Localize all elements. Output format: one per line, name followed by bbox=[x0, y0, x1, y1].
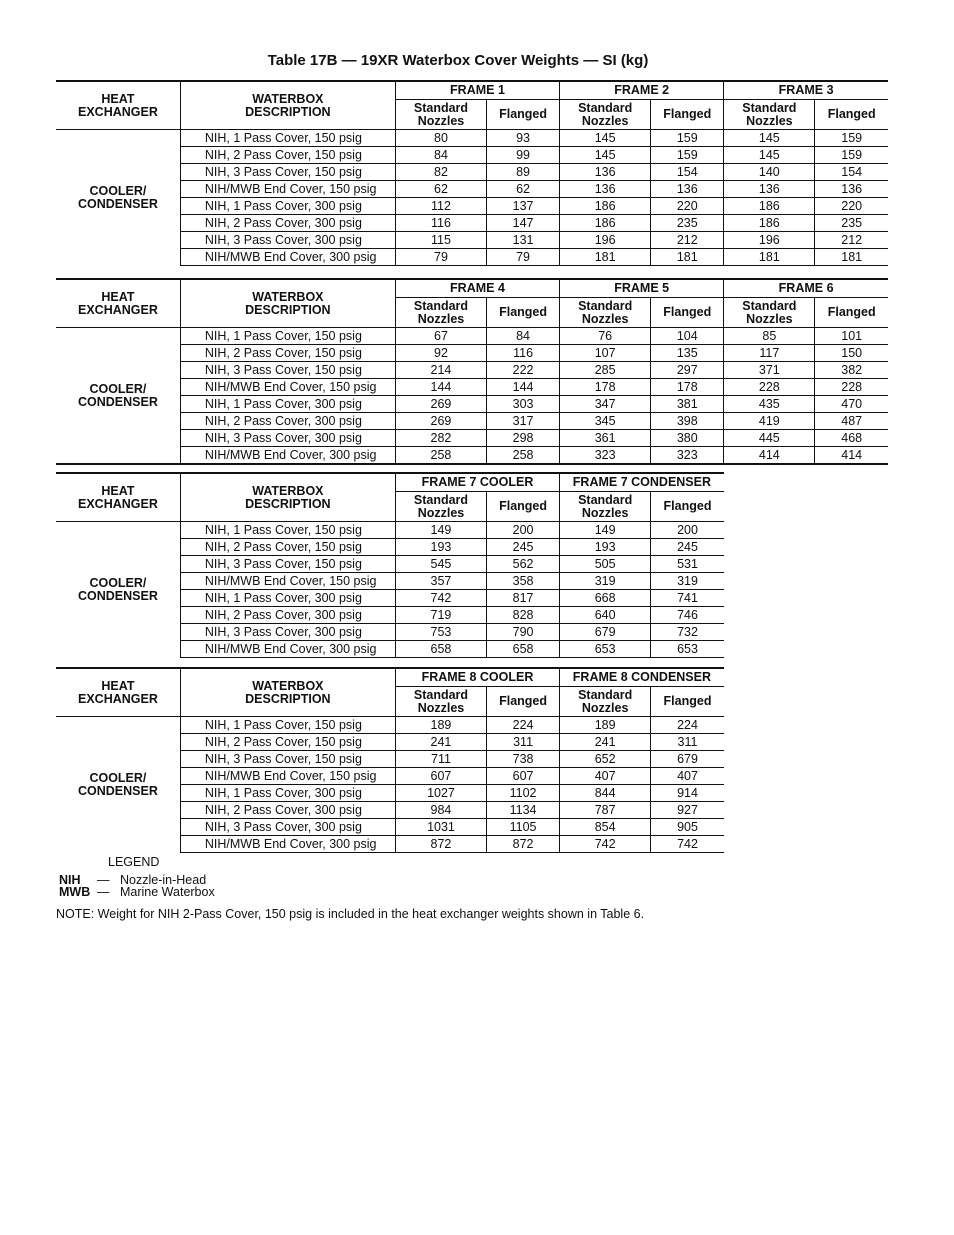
weight-value-cell: 607 bbox=[487, 768, 560, 785]
frame-group-header: FRAME 6 bbox=[724, 279, 888, 298]
weight-value-cell: 311 bbox=[651, 734, 724, 751]
frame-group-header: FRAME 7 CONDENSER bbox=[560, 473, 724, 492]
weight-value-cell: 181 bbox=[724, 249, 815, 266]
waterbox-description-cell: NIH/MWB End Cover, 300 psig bbox=[180, 249, 395, 266]
table-row bbox=[56, 232, 888, 249]
weight-value-cell: 361 bbox=[560, 430, 651, 447]
weight-value-cell: 358 bbox=[487, 573, 560, 590]
waterbox-description-cell: NIH/MWB End Cover, 150 psig bbox=[180, 379, 395, 396]
weight-value-cell: 222 bbox=[487, 362, 560, 379]
weight-value-cell: 62 bbox=[487, 181, 560, 198]
frame-group-header: FRAME 8 CONDENSER bbox=[560, 668, 724, 687]
header-standard-nozzles: Standard Nozzles bbox=[724, 100, 815, 130]
weight-value-cell: 144 bbox=[487, 379, 560, 396]
header-standard-nozzles: Standard Nozzles bbox=[724, 298, 815, 328]
weight-value-cell: 1102 bbox=[487, 785, 560, 802]
weight-value-cell: 82 bbox=[395, 164, 486, 181]
waterbox-description-cell: NIH, 2 Pass Cover, 300 psig bbox=[180, 215, 395, 232]
frame-group-header: FRAME 3 bbox=[724, 81, 888, 100]
weight-value-cell: 200 bbox=[651, 522, 724, 539]
frame-group-header: FRAME 8 COOLER bbox=[395, 668, 559, 687]
weight-value-cell: 101 bbox=[815, 328, 888, 345]
weight-value-cell: 738 bbox=[487, 751, 560, 768]
weight-value-cell: 817 bbox=[487, 590, 560, 607]
weight-value-cell: 668 bbox=[560, 590, 651, 607]
weight-value-cell: 303 bbox=[487, 396, 560, 413]
weight-value-cell: 741 bbox=[651, 590, 724, 607]
weight-value-cell: 1105 bbox=[487, 819, 560, 836]
weight-value-cell: 984 bbox=[395, 802, 486, 819]
waterbox-description-cell: NIH, 1 Pass Cover, 300 psig bbox=[180, 396, 395, 413]
header-flanged: Flanged bbox=[651, 492, 724, 522]
weight-value-cell: 147 bbox=[487, 215, 560, 232]
weight-value-cell: 658 bbox=[395, 641, 486, 658]
weight-value-cell: 905 bbox=[651, 819, 724, 836]
weight-value-cell: 79 bbox=[487, 249, 560, 266]
weight-value-cell: 196 bbox=[560, 232, 651, 249]
weight-value-cell: 85 bbox=[724, 328, 815, 345]
waterbox-description-cell: NIH, 3 Pass Cover, 150 psig bbox=[180, 362, 395, 379]
weight-value-cell: 144 bbox=[395, 379, 486, 396]
weight-value-cell: 131 bbox=[487, 232, 560, 249]
weight-value-cell: 178 bbox=[560, 379, 651, 396]
weight-value-cell: 220 bbox=[815, 198, 888, 215]
weights-table bbox=[56, 667, 724, 853]
weight-value-cell: 282 bbox=[395, 430, 486, 447]
weight-value-cell: 753 bbox=[395, 624, 486, 641]
weight-value-cell: 228 bbox=[724, 379, 815, 396]
waterbox-description-cell: NIH, 3 Pass Cover, 300 psig bbox=[180, 232, 395, 249]
weight-value-cell: 297 bbox=[651, 362, 724, 379]
waterbox-description-cell: NIH, 2 Pass Cover, 150 psig bbox=[180, 345, 395, 362]
weight-value-cell: 872 bbox=[487, 836, 560, 853]
weight-value-cell: 235 bbox=[815, 215, 888, 232]
legend-heading: LEGEND bbox=[108, 855, 160, 869]
waterbox-description-cell: NIH, 2 Pass Cover, 300 psig bbox=[180, 802, 395, 819]
waterbox-description-cell: NIH/MWB End Cover, 300 psig bbox=[180, 836, 395, 853]
waterbox-description-cell: NIH, 2 Pass Cover, 150 psig bbox=[180, 539, 395, 556]
legend-dash: — bbox=[97, 873, 110, 887]
weight-value-cell: 62 bbox=[395, 181, 486, 198]
weight-value-cell: 844 bbox=[560, 785, 651, 802]
weight-value-cell: 145 bbox=[724, 130, 815, 147]
legend-abbr: NIH bbox=[59, 873, 81, 887]
weight-value-cell: 317 bbox=[487, 413, 560, 430]
weight-value-cell: 407 bbox=[560, 768, 651, 785]
legend-meaning: Nozzle-in-Head bbox=[120, 873, 207, 887]
weight-value-cell: 136 bbox=[724, 181, 815, 198]
weight-value-cell: 149 bbox=[395, 522, 486, 539]
weight-value-cell: 419 bbox=[724, 413, 815, 430]
table-row bbox=[56, 147, 888, 164]
weight-value-cell: 145 bbox=[560, 130, 651, 147]
waterbox-description-cell: NIH, 1 Pass Cover, 150 psig bbox=[180, 522, 395, 539]
table-row bbox=[56, 328, 888, 345]
weight-value-cell: 1031 bbox=[395, 819, 486, 836]
header-flanged: Flanged bbox=[651, 100, 724, 130]
weight-value-cell: 181 bbox=[651, 249, 724, 266]
weight-value-cell: 200 bbox=[487, 522, 560, 539]
weight-value-cell: 732 bbox=[651, 624, 724, 641]
weight-value-cell: 149 bbox=[560, 522, 651, 539]
table-row bbox=[56, 249, 888, 266]
weight-value-cell: 787 bbox=[560, 802, 651, 819]
weight-value-cell: 193 bbox=[395, 539, 486, 556]
table-row bbox=[56, 522, 724, 539]
weight-value-cell: 224 bbox=[487, 717, 560, 734]
waterbox-description-cell: NIH/MWB End Cover, 150 psig bbox=[180, 768, 395, 785]
weight-value-cell: 136 bbox=[651, 181, 724, 198]
weight-value-cell: 531 bbox=[651, 556, 724, 573]
weight-value-cell: 117 bbox=[724, 345, 815, 362]
waterbox-description-cell: NIH, 3 Pass Cover, 150 psig bbox=[180, 751, 395, 768]
weight-value-cell: 487 bbox=[815, 413, 888, 430]
weight-value-cell: 245 bbox=[651, 539, 724, 556]
header-standard-nozzles: Standard Nozzles bbox=[395, 298, 486, 328]
weight-value-cell: 178 bbox=[651, 379, 724, 396]
weight-value-cell: 854 bbox=[560, 819, 651, 836]
weight-value-cell: 382 bbox=[815, 362, 888, 379]
header-waterbox-description: WATERBOX DESCRIPTION bbox=[180, 279, 395, 328]
weight-value-cell: 193 bbox=[560, 539, 651, 556]
header-flanged: Flanged bbox=[815, 100, 888, 130]
table-row bbox=[56, 164, 888, 181]
weight-value-cell: 653 bbox=[651, 641, 724, 658]
waterbox-description-cell: NIH, 3 Pass Cover, 300 psig bbox=[180, 430, 395, 447]
weight-value-cell: 159 bbox=[651, 130, 724, 147]
weight-value-cell: 154 bbox=[815, 164, 888, 181]
weight-value-cell: 323 bbox=[560, 447, 651, 465]
weight-value-cell: 181 bbox=[815, 249, 888, 266]
weight-value-cell: 136 bbox=[560, 181, 651, 198]
weight-value-cell: 872 bbox=[395, 836, 486, 853]
table-row bbox=[56, 130, 888, 147]
weight-value-cell: 220 bbox=[651, 198, 724, 215]
weight-value-cell: 319 bbox=[651, 573, 724, 590]
weight-value-cell: 742 bbox=[395, 590, 486, 607]
weight-value-cell: 76 bbox=[560, 328, 651, 345]
header-heat-exchanger: HEAT EXCHANGER bbox=[56, 668, 180, 717]
header-standard-nozzles: Standard Nozzles bbox=[560, 687, 651, 717]
weight-value-cell: 607 bbox=[395, 768, 486, 785]
waterbox-description-cell: NIH, 1 Pass Cover, 300 psig bbox=[180, 785, 395, 802]
waterbox-description-cell: NIH, 1 Pass Cover, 150 psig bbox=[180, 130, 395, 147]
weight-value-cell: 746 bbox=[651, 607, 724, 624]
table-row bbox=[56, 181, 888, 198]
waterbox-description-cell: NIH, 2 Pass Cover, 150 psig bbox=[180, 734, 395, 751]
weight-value-cell: 150 bbox=[815, 345, 888, 362]
row-label-cooler-condenser: COOLER/ CONDENSER bbox=[78, 183, 158, 211]
header-waterbox-description: WATERBOX DESCRIPTION bbox=[180, 668, 395, 717]
frame-group-header: FRAME 1 bbox=[395, 81, 559, 100]
waterbox-description-cell: NIH/MWB End Cover, 300 psig bbox=[180, 641, 395, 658]
table-row bbox=[56, 215, 888, 232]
weight-value-cell: 679 bbox=[651, 751, 724, 768]
weight-value-cell: 679 bbox=[560, 624, 651, 641]
weight-value-cell: 380 bbox=[651, 430, 724, 447]
weights-table bbox=[56, 472, 724, 658]
weights-table bbox=[56, 80, 888, 266]
weight-value-cell: 653 bbox=[560, 641, 651, 658]
weight-value-cell: 298 bbox=[487, 430, 560, 447]
weight-value-cell: 116 bbox=[395, 215, 486, 232]
weight-value-cell: 135 bbox=[651, 345, 724, 362]
weight-value-cell: 112 bbox=[395, 198, 486, 215]
weight-value-cell: 742 bbox=[560, 836, 651, 853]
weight-value-cell: 914 bbox=[651, 785, 724, 802]
table-row bbox=[56, 430, 888, 447]
table-row bbox=[56, 379, 888, 396]
weight-value-cell: 189 bbox=[395, 717, 486, 734]
weight-value-cell: 269 bbox=[395, 413, 486, 430]
weight-value-cell: 545 bbox=[395, 556, 486, 573]
weight-value-cell: 562 bbox=[487, 556, 560, 573]
weight-value-cell: 245 bbox=[487, 539, 560, 556]
weight-value-cell: 92 bbox=[395, 345, 486, 362]
weight-value-cell: 93 bbox=[487, 130, 560, 147]
weight-value-cell: 186 bbox=[724, 215, 815, 232]
weight-value-cell: 214 bbox=[395, 362, 486, 379]
table-row bbox=[56, 198, 888, 215]
weight-value-cell: 719 bbox=[395, 607, 486, 624]
header-waterbox-description: WATERBOX DESCRIPTION bbox=[180, 81, 395, 130]
weight-value-cell: 711 bbox=[395, 751, 486, 768]
weight-value-cell: 285 bbox=[560, 362, 651, 379]
header-standard-nozzles: Standard Nozzles bbox=[560, 100, 651, 130]
weights-table bbox=[56, 278, 888, 465]
weight-value-cell: 357 bbox=[395, 573, 486, 590]
weight-value-cell: 468 bbox=[815, 430, 888, 447]
weight-value-cell: 67 bbox=[395, 328, 486, 345]
legend-item-mwb bbox=[59, 885, 215, 899]
legend-abbr: MWB bbox=[59, 885, 91, 899]
waterbox-description-cell: NIH, 2 Pass Cover, 300 psig bbox=[180, 413, 395, 430]
weight-value-cell: 186 bbox=[560, 215, 651, 232]
weight-value-cell: 145 bbox=[724, 147, 815, 164]
weight-value-cell: 407 bbox=[651, 768, 724, 785]
weight-value-cell: 181 bbox=[560, 249, 651, 266]
waterbox-description-cell: NIH, 1 Pass Cover, 150 psig bbox=[180, 717, 395, 734]
weight-value-cell: 189 bbox=[560, 717, 651, 734]
header-standard-nozzles: Standard Nozzles bbox=[395, 100, 486, 130]
waterbox-description-cell: NIH/MWB End Cover, 150 psig bbox=[180, 573, 395, 590]
waterbox-description-cell: NIH, 3 Pass Cover, 150 psig bbox=[180, 556, 395, 573]
waterbox-description-cell: NIH/MWB End Cover, 150 psig bbox=[180, 181, 395, 198]
weight-value-cell: 258 bbox=[487, 447, 560, 465]
waterbox-description-cell: NIH, 1 Pass Cover, 300 psig bbox=[180, 590, 395, 607]
waterbox-description-cell: NIH, 2 Pass Cover, 300 psig bbox=[180, 607, 395, 624]
weight-value-cell: 107 bbox=[560, 345, 651, 362]
weight-value-cell: 159 bbox=[815, 130, 888, 147]
weight-value-cell: 79 bbox=[395, 249, 486, 266]
weight-value-cell: 241 bbox=[395, 734, 486, 751]
header-heat-exchanger: HEAT EXCHANGER bbox=[56, 279, 180, 328]
frame-group-header: FRAME 5 bbox=[560, 279, 724, 298]
weight-value-cell: 445 bbox=[724, 430, 815, 447]
weight-value-cell: 228 bbox=[815, 379, 888, 396]
weight-value-cell: 640 bbox=[560, 607, 651, 624]
weight-value-cell: 470 bbox=[815, 396, 888, 413]
weight-value-cell: 80 bbox=[395, 130, 486, 147]
waterbox-description-cell: NIH, 1 Pass Cover, 150 psig bbox=[180, 328, 395, 345]
row-label-cooler-condenser: COOLER/ CONDENSER bbox=[78, 575, 158, 603]
table-row bbox=[56, 717, 724, 734]
table-row bbox=[56, 413, 888, 430]
weight-value-cell: 115 bbox=[395, 232, 486, 249]
weight-value-cell: 241 bbox=[560, 734, 651, 751]
frame-group-header: FRAME 7 COOLER bbox=[395, 473, 559, 492]
weight-value-cell: 145 bbox=[560, 147, 651, 164]
waterbox-description-cell: NIH/MWB End Cover, 300 psig bbox=[180, 447, 395, 465]
weight-value-cell: 84 bbox=[395, 147, 486, 164]
waterbox-description-cell: NIH, 3 Pass Cover, 150 psig bbox=[180, 164, 395, 181]
weight-value-cell: 269 bbox=[395, 396, 486, 413]
header-standard-nozzles: Standard Nozzles bbox=[560, 298, 651, 328]
waterbox-description-cell: NIH, 3 Pass Cover, 300 psig bbox=[180, 624, 395, 641]
table-row bbox=[56, 362, 888, 379]
waterbox-description-cell: NIH, 3 Pass Cover, 300 psig bbox=[180, 819, 395, 836]
legend-dash: — bbox=[97, 885, 110, 899]
header-flanged: Flanged bbox=[487, 298, 560, 328]
weight-value-cell: 927 bbox=[651, 802, 724, 819]
waterbox-description-cell: NIH, 2 Pass Cover, 150 psig bbox=[180, 147, 395, 164]
weight-value-cell: 159 bbox=[815, 147, 888, 164]
weight-value-cell: 137 bbox=[487, 198, 560, 215]
table-title: Table 17B — 19XR Waterbox Cover Weights — SI (kg) bbox=[267, 52, 649, 69]
weight-value-cell: 319 bbox=[560, 573, 651, 590]
header-flanged: Flanged bbox=[487, 100, 560, 130]
weight-value-cell: 136 bbox=[560, 164, 651, 181]
weight-value-cell: 371 bbox=[724, 362, 815, 379]
weight-value-cell: 381 bbox=[651, 396, 724, 413]
weight-value-cell: 235 bbox=[651, 215, 724, 232]
weight-value-cell: 212 bbox=[815, 232, 888, 249]
header-flanged: Flanged bbox=[815, 298, 888, 328]
header-flanged: Flanged bbox=[487, 492, 560, 522]
weight-value-cell: 658 bbox=[487, 641, 560, 658]
header-standard-nozzles: Standard Nozzles bbox=[395, 687, 486, 717]
header-heat-exchanger: HEAT EXCHANGER bbox=[56, 81, 180, 130]
weight-value-cell: 790 bbox=[487, 624, 560, 641]
row-label-cooler-condenser: COOLER/ CONDENSER bbox=[56, 328, 180, 465]
header-standard-nozzles: Standard Nozzles bbox=[395, 492, 486, 522]
header-flanged: Flanged bbox=[651, 687, 724, 717]
weight-value-cell: 186 bbox=[560, 198, 651, 215]
legend-meaning: Marine Waterbox bbox=[120, 885, 215, 899]
weight-value-cell: 742 bbox=[651, 836, 724, 853]
weight-value-cell: 84 bbox=[487, 328, 560, 345]
weight-value-cell: 347 bbox=[560, 396, 651, 413]
weight-value-cell: 116 bbox=[487, 345, 560, 362]
weight-value-cell: 159 bbox=[651, 147, 724, 164]
weight-value-cell: 136 bbox=[815, 181, 888, 198]
row-label-cooler-condenser: COOLER/ CONDENSER bbox=[78, 770, 158, 798]
weight-value-cell: 89 bbox=[487, 164, 560, 181]
table-row bbox=[56, 396, 888, 413]
header-flanged: Flanged bbox=[651, 298, 724, 328]
weight-value-cell: 196 bbox=[724, 232, 815, 249]
weight-value-cell: 435 bbox=[724, 396, 815, 413]
frame-group-header: FRAME 4 bbox=[395, 279, 559, 298]
weight-value-cell: 398 bbox=[651, 413, 724, 430]
table-row bbox=[56, 447, 888, 465]
weight-value-cell: 224 bbox=[651, 717, 724, 734]
note-text: NOTE: Weight for NIH 2-Pass Cover, 150 psig is included in the heat exchanger weights shown in Table 6. bbox=[56, 907, 645, 921]
weight-value-cell: 414 bbox=[724, 447, 815, 465]
weight-value-cell: 1027 bbox=[395, 785, 486, 802]
waterbox-description-cell: NIH, 1 Pass Cover, 300 psig bbox=[180, 198, 395, 215]
header-waterbox-description: WATERBOX DESCRIPTION bbox=[180, 473, 395, 522]
header-standard-nozzles: Standard Nozzles bbox=[560, 492, 651, 522]
weight-value-cell: 99 bbox=[487, 147, 560, 164]
frame-group-header: FRAME 2 bbox=[560, 81, 724, 100]
table-row bbox=[56, 345, 888, 362]
weight-value-cell: 652 bbox=[560, 751, 651, 768]
weight-value-cell: 505 bbox=[560, 556, 651, 573]
weight-value-cell: 212 bbox=[651, 232, 724, 249]
weight-value-cell: 311 bbox=[487, 734, 560, 751]
weight-value-cell: 345 bbox=[560, 413, 651, 430]
weight-value-cell: 1134 bbox=[487, 802, 560, 819]
weight-value-cell: 104 bbox=[651, 328, 724, 345]
weight-value-cell: 258 bbox=[395, 447, 486, 465]
weight-value-cell: 414 bbox=[815, 447, 888, 465]
weight-value-cell: 154 bbox=[651, 164, 724, 181]
weight-value-cell: 186 bbox=[724, 198, 815, 215]
header-heat-exchanger: HEAT EXCHANGER bbox=[56, 473, 180, 522]
weight-value-cell: 828 bbox=[487, 607, 560, 624]
weight-value-cell: 323 bbox=[651, 447, 724, 465]
header-flanged: Flanged bbox=[487, 687, 560, 717]
weight-value-cell: 140 bbox=[724, 164, 815, 181]
